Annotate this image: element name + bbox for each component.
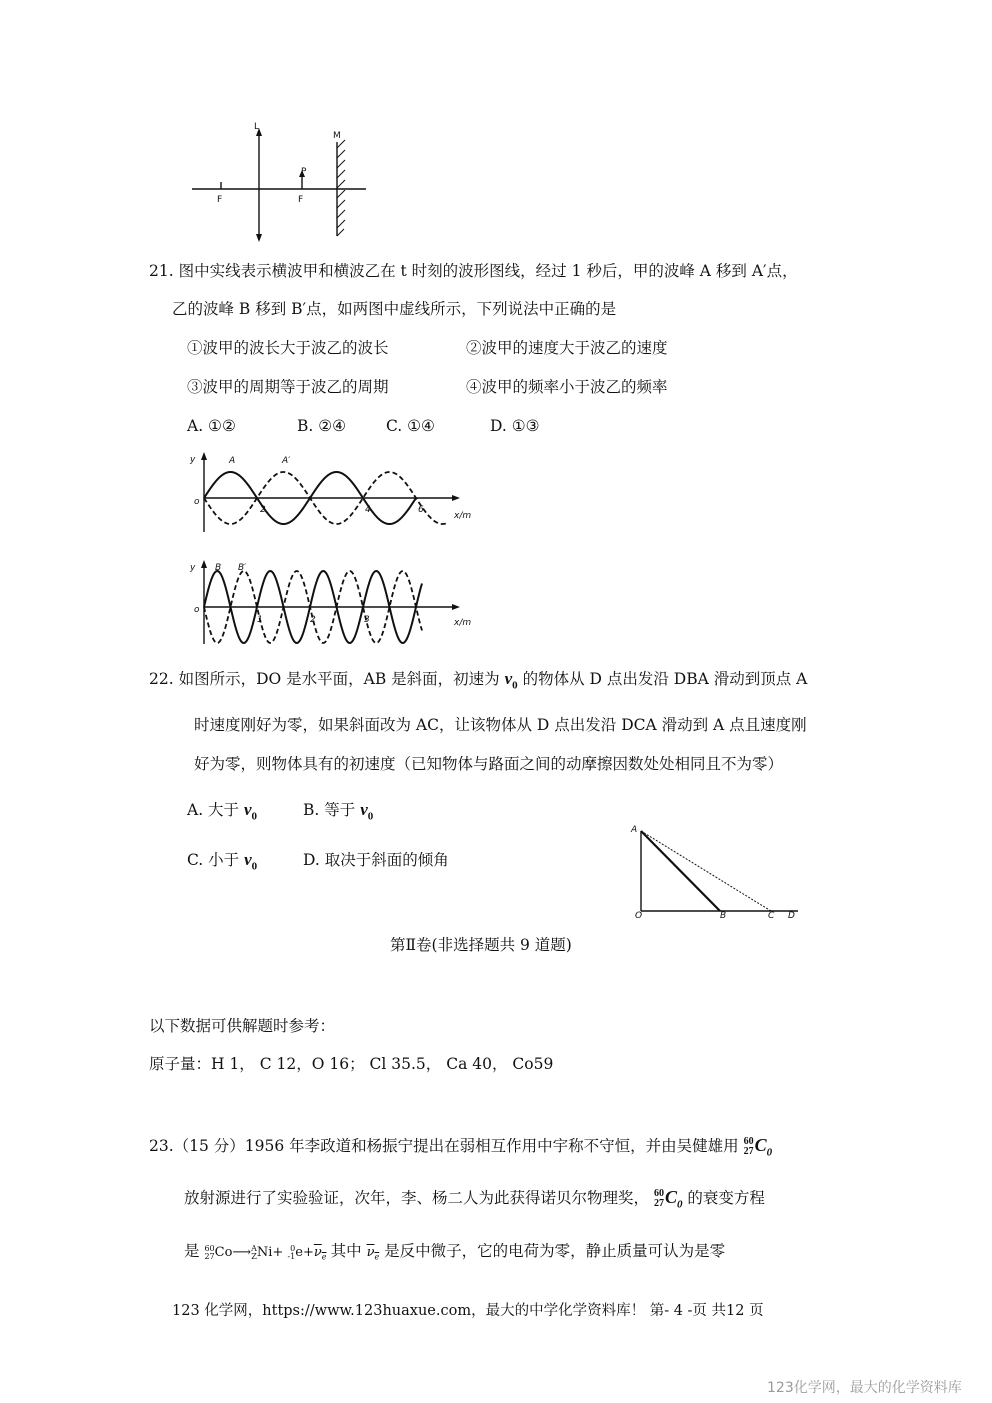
q23-line2-pre: 放射源进行了实验验证，次年，李、杨二人为此获得诺贝尔物理奖，	[184, 1189, 650, 1207]
q23-nuclide-2: 60 $27C_0$	[653, 1187, 683, 1211]
wave1-tick-2: 4	[365, 505, 371, 515]
decay-equation: 60 27Co⟶A ZNi+ 0 $-1e+\nu_e$	[204, 1243, 327, 1262]
q21-opt3: ③波甲的周期等于波乙的周期	[187, 378, 389, 396]
lens-label: L	[254, 122, 260, 132]
wave1-tick-1: 2	[260, 505, 266, 515]
q22-v0-symbol: $v_0$	[504, 669, 518, 692]
wave2-origin-label: o	[194, 605, 200, 615]
q22-line2: 时速度刚好为零，如果斜面改为 AC，让该物体从 D 点出发沿 DCA 滑动到 A 点且速度刚	[194, 716, 807, 734]
incline-figure	[628, 820, 803, 922]
q21-opt2: ②波甲的速度大于波乙的速度	[466, 339, 668, 357]
q21-choice-c: C. ①④	[386, 417, 435, 435]
q23-nuclide-1: 60 $27C_0$	[743, 1135, 773, 1159]
q21-choice-a: A. ①②	[187, 417, 236, 435]
incline-label-b: B	[720, 911, 727, 921]
incline-label-o: O	[635, 911, 643, 921]
q22-choice-c: C. 小于 $v_0$	[187, 850, 258, 873]
lens-mirror-figure	[190, 118, 370, 243]
wave1-x-label: x/m	[454, 511, 472, 521]
q22-line1	[149, 668, 807, 696]
q23-line1	[149, 1134, 772, 1164]
watermark: 123化学网，最大的化学资料库	[767, 1380, 962, 1396]
q22-choice-d: D. 取决于斜面的倾角	[303, 851, 449, 869]
point-p-label: P	[301, 167, 307, 177]
wave1-peak-a-prime-label: A′	[282, 456, 291, 466]
wave2-y-label: y	[190, 563, 196, 573]
mirror-label: M	[333, 131, 341, 141]
focus-right-label: F	[298, 195, 304, 205]
q22-line1-pre: 22. 如图所示，DO 是水平面，AB 是斜面，初速为	[149, 670, 500, 688]
q22-line3: 好为零，则物体具有的初速度（已知物体与路面之间的动摩擦因数处处相同且不为零）	[194, 755, 784, 773]
q21-line1: 21. 图中实线表示横波甲和横波乙在 t 时刻的波形图线，经过 1 秒后，甲的波峰 A 移到 A′点，	[149, 262, 798, 280]
wave2-x-label: x/m	[454, 618, 472, 628]
footer-text: 123 化学网，https://www.123huaxue.com，最大的中学化学资料库！ 第- 4 -页 共12 页	[172, 1303, 764, 1319]
wave2-tick-2: 2	[310, 615, 316, 625]
wave-figure-jia	[186, 450, 486, 535]
q23-line2	[184, 1186, 765, 1216]
q23-line2-post: 的衰变方程	[687, 1189, 765, 1207]
q22-choice-b: B. 等于 $v_0$	[303, 800, 374, 823]
wave1-peak-a-label: A	[229, 456, 236, 466]
atomic-mass-line: 原子量：H 1， C 12，O 16； Cl 35.5， Ca 40， Co59	[149, 1055, 554, 1073]
q23-line1-pre: 23.（15 分）1956 年李政道和杨振宁提出在弱相互作用中宇称不守恒，并由吴健雄用	[149, 1137, 739, 1155]
q21-choice-d: D. ①③	[490, 417, 540, 435]
reference-intro: 以下数据可供解题时参考：	[149, 1017, 336, 1035]
q22-line1-post: 的物体从 D 点出发沿 DBA 滑动到顶点 A	[522, 670, 808, 688]
q21-opt1: ①波甲的波长大于波乙的波长	[187, 339, 389, 357]
section-title: 第Ⅱ卷(非选择题共 9 道题)	[390, 936, 572, 954]
wave-figure-yi	[186, 560, 486, 648]
focus-left-label: F	[217, 195, 223, 205]
wave2-peak-b-prime-label: B′	[238, 563, 247, 573]
incline-label-d: D	[788, 911, 795, 921]
q21-opt4: ④波甲的频率小于波乙的频率	[466, 378, 668, 396]
wave2-tick-3: 3	[364, 615, 370, 625]
wave1-y-label: y	[190, 455, 196, 465]
arrow-icon: ⟶	[232, 1245, 252, 1260]
wave2-tick-1: 1	[257, 615, 263, 625]
q23-line3: 是 60 27Co⟶A ZNi+ 0 $-1e+\nu_e$ 其中 $\nu_e$ 是反中微子，它的电荷为零，静止质量可认为是零	[184, 1242, 726, 1262]
wave1-origin-label: o	[194, 497, 200, 507]
incline-label-c: C	[768, 911, 775, 921]
q22-choice-a: A. 大于 $v_0$	[187, 800, 258, 823]
incline-label-a: A	[631, 825, 638, 835]
q21-line2: 乙的波峰 B 移到 B′点，如两图中虚线所示，下列说法中正确的是	[172, 300, 617, 318]
wave1-tick-3: 6	[418, 505, 424, 515]
wave2-peak-b-label: B	[215, 563, 222, 573]
q21-choice-b: B. ②④	[297, 417, 347, 435]
